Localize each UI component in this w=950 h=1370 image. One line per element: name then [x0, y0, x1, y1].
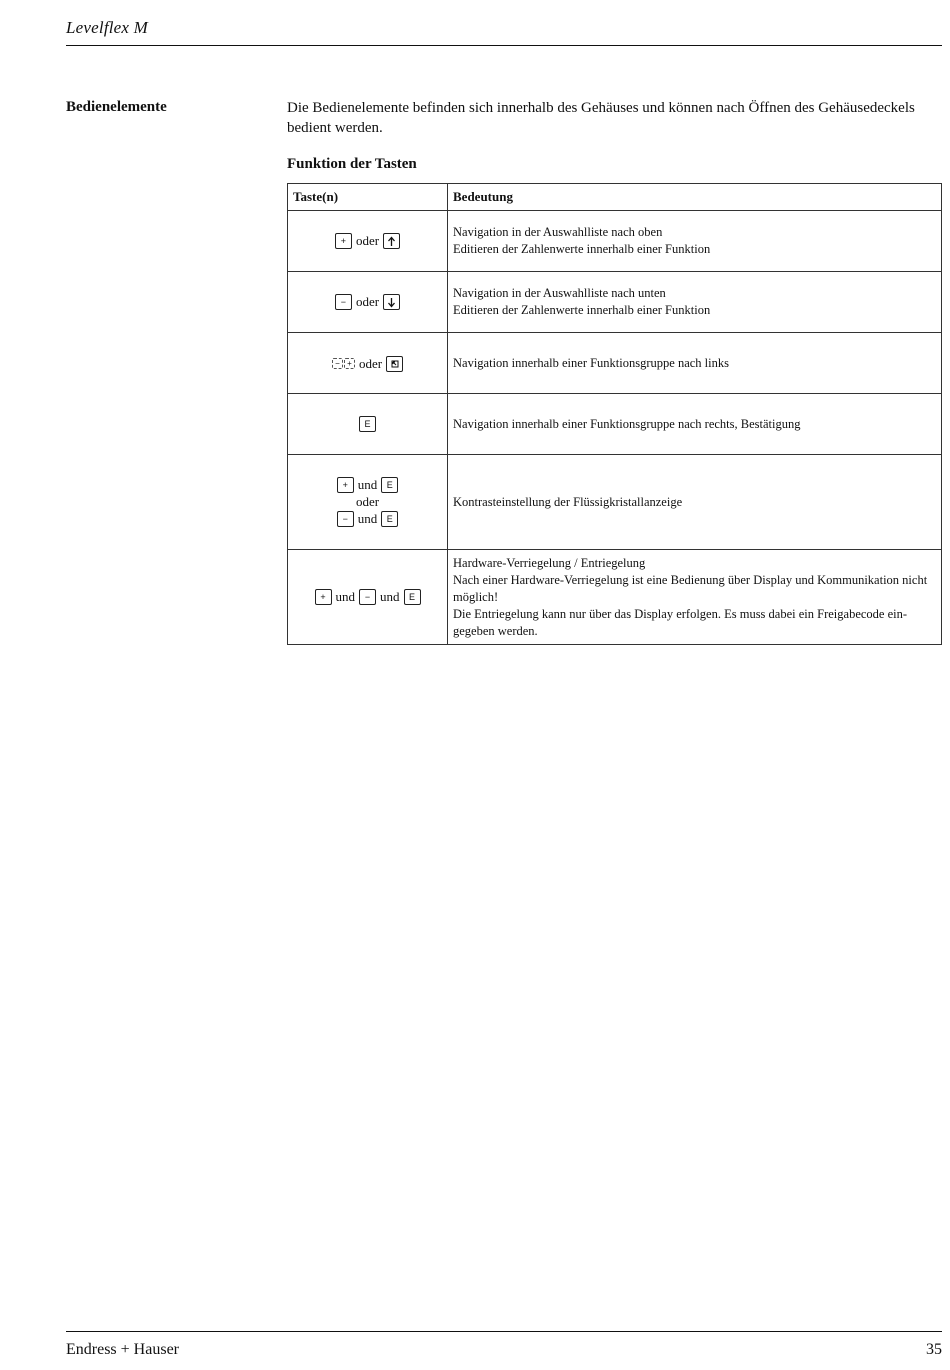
header-rule	[66, 45, 942, 46]
description-cell	[448, 272, 942, 333]
arrow-down-key-icon	[383, 294, 400, 310]
table-row	[288, 333, 942, 394]
description-line: Navigation innerhalb einer Funktionsgruppe nach rechts, Bestätigung	[453, 416, 801, 431]
plus-key-icon: +	[335, 233, 352, 249]
description-line: Navigation in der Auswahlliste nach unten	[453, 286, 666, 300]
or-label: oder	[355, 294, 380, 310]
description-line: Navigation in der Auswahlliste nach oben	[453, 225, 663, 239]
minus-key-icon: −	[359, 589, 376, 605]
key-function-table	[287, 183, 942, 645]
description-cell	[448, 211, 942, 272]
intro-paragraph: Die Bedienelemente befinden sich innerhalb des Gehäuses und können nach Öffnen des Gehäusedeckels bedient werden.	[287, 100, 915, 136]
enter-key-icon: E	[404, 589, 421, 605]
key-cell	[288, 455, 448, 550]
and-label: und	[380, 589, 400, 605]
description-line: Editieren der Zahlenwerte innerhalb einer Funktion	[453, 242, 711, 256]
table-heading: Funktion der Tasten	[287, 156, 417, 172]
minus-key-icon: −	[335, 294, 352, 310]
table-row	[288, 211, 942, 272]
plus-key-icon: +	[337, 477, 354, 493]
minus-plus-combo-icon	[332, 358, 355, 369]
and-label: und	[335, 589, 355, 605]
and-label: und	[357, 477, 378, 492]
description-cell	[448, 455, 942, 550]
enter-key-icon: E	[359, 416, 376, 432]
minus-key-icon: −	[337, 511, 354, 527]
description-cell	[448, 394, 942, 455]
footer-company: Endress + Hauser	[66, 1341, 179, 1358]
enter-key-icon: E	[381, 511, 398, 527]
description-cell	[448, 333, 942, 394]
description-line: Kontrasteinstellung der Flüssigkristallanzeige	[453, 494, 683, 509]
table-header-row	[288, 184, 942, 211]
section-label: Bedienelemente	[66, 99, 167, 115]
plus-key-icon: +	[344, 358, 355, 369]
minus-key-icon: −	[332, 358, 343, 369]
description-line: Editieren der Zahlenwerte innerhalb einer Funktion	[453, 303, 711, 317]
arrow-up-key-icon	[383, 233, 400, 249]
column-header-keys: Taste(n)	[288, 184, 448, 211]
column-header-meaning: Bedeutung	[448, 184, 942, 211]
table-row	[288, 455, 942, 550]
description-line: Navigation innerhalb einer Funktionsgruppe nach links	[453, 355, 729, 370]
enter-key-icon: E	[381, 477, 398, 493]
description-line: Nach einer Hardware-Verriegelung ist eine Bedienung über Display und Kommunikation nicht möglich!	[453, 572, 928, 604]
or-label: oder	[355, 233, 380, 249]
key-cell	[288, 550, 448, 645]
description-cell	[448, 550, 942, 645]
page-number: 35	[926, 1341, 942, 1358]
escape-key-icon	[386, 356, 403, 372]
key-cell	[288, 211, 448, 272]
footer-rule	[66, 1331, 942, 1332]
or-label: oder	[355, 494, 380, 509]
key-cell	[288, 272, 448, 333]
description-line: Die Entriegelung kann nur über das Display erfolgen. Es muss dabei ein Freigabecode ein-gegeben werden.	[453, 606, 908, 638]
table-row	[288, 550, 942, 645]
description-line: Hardware-Verriegelung / Entriegelung	[453, 555, 646, 570]
and-label: und	[357, 511, 378, 526]
table-row	[288, 394, 942, 455]
table-row	[288, 272, 942, 333]
document-header-title: Levelflex M	[66, 18, 148, 37]
or-label: oder	[358, 355, 383, 371]
key-cell	[288, 394, 448, 455]
key-cell	[288, 333, 448, 394]
plus-key-icon: +	[315, 589, 332, 605]
